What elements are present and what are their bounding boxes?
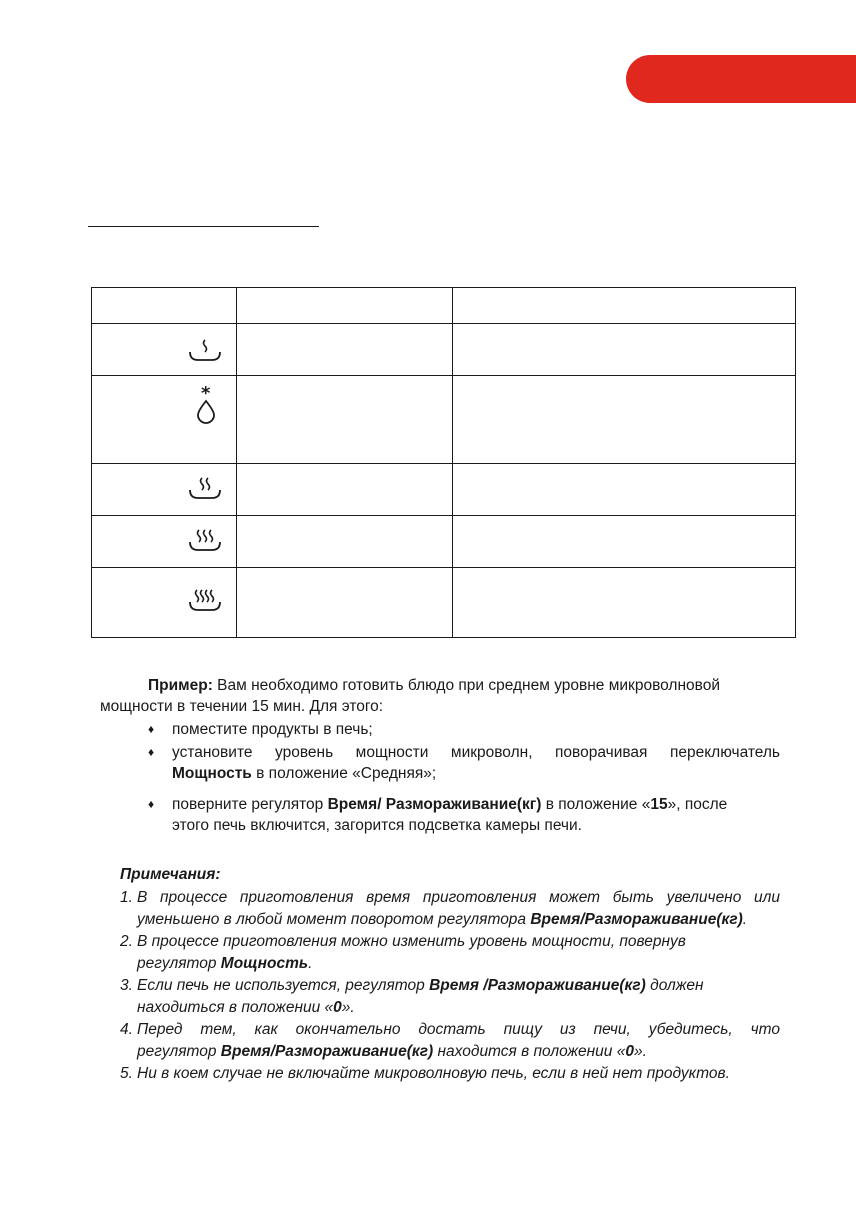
note-item: 2. В процессе приготовления можно изменить уровень мощности, повернув регулятор Мощность. bbox=[120, 933, 686, 972]
table-header-row bbox=[92, 288, 796, 324]
diamond-bullet-icon: ♦ bbox=[148, 722, 155, 736]
icon-cell bbox=[92, 568, 237, 638]
list-item: ♦ поместите продукты в печь; bbox=[148, 721, 373, 738]
notes-title: Примечания: bbox=[120, 866, 221, 883]
note-item: 4. Перед тем, как окончательно достать пищу из печи, убедитесь, что регулятор Время/Размораживание(кг) находится в положении «0». bbox=[120, 1021, 780, 1060]
header-cell bbox=[237, 288, 453, 324]
example-intro-cont: мощности в течении 15 мин. Для этого: bbox=[100, 698, 384, 715]
table-cell bbox=[453, 516, 796, 568]
example-intro: Пример: Вам необходимо готовить блюдо при среднем уровне микроволновой bbox=[148, 677, 720, 694]
example-section bbox=[100, 675, 780, 836]
note-item: 1. В процессе приготовления время приготовления может быть увеличено или уменьшено в любой момент поворотом регулятора Время/Размораживание(кг). bbox=[120, 889, 780, 928]
table-row bbox=[92, 568, 796, 638]
table-cell bbox=[453, 568, 796, 638]
bowl-one-steam-icon bbox=[187, 338, 223, 362]
heading-underline bbox=[88, 226, 319, 227]
icon-cell bbox=[92, 376, 237, 464]
icon-cell bbox=[92, 464, 237, 516]
table-row bbox=[92, 464, 796, 516]
table-cell bbox=[237, 516, 453, 568]
bowl-three-steam-icon bbox=[187, 528, 223, 552]
example-label: Пример: bbox=[148, 677, 213, 694]
bowl-four-steam-icon bbox=[187, 588, 223, 612]
table-cell bbox=[237, 464, 453, 516]
notes-section bbox=[120, 864, 780, 1085]
note-item: 5. Ни в коем случае не включайте микроволновую печь, если в ней нет продуктов. bbox=[120, 1065, 730, 1082]
diamond-bullet-icon: ♦ bbox=[148, 745, 155, 759]
icon-cell bbox=[92, 516, 237, 568]
bowl-two-steam-icon bbox=[187, 476, 223, 500]
snowflake-drop-icon bbox=[194, 384, 218, 424]
chapter-tab bbox=[626, 55, 856, 103]
power-levels-table bbox=[91, 287, 796, 638]
diamond-bullet-icon: ♦ bbox=[148, 797, 155, 811]
table-row bbox=[92, 376, 796, 464]
note-item: 3. Если печь не используется, регулятор Время /Размораживание(кг) должен находиться в положении «0». bbox=[120, 977, 704, 1016]
list-item: ♦ поверните регулятор Время/ Размораживание(кг) в положение «15», после этого печь включится, загорится подсветка камеры печи. bbox=[148, 796, 728, 834]
table-row bbox=[92, 516, 796, 568]
header-cell bbox=[92, 288, 237, 324]
svg-text:*: * bbox=[201, 384, 211, 404]
icon-cell bbox=[92, 324, 237, 376]
table-row bbox=[92, 324, 796, 376]
header-cell bbox=[453, 288, 796, 324]
table-cell bbox=[453, 376, 796, 464]
table-cell bbox=[453, 324, 796, 376]
table-cell bbox=[237, 568, 453, 638]
list-item: ♦ установите уровень мощности микроволн, поворачивая переключатель Мощность в положение «Средняя»; bbox=[148, 744, 780, 782]
table-cell bbox=[453, 464, 796, 516]
table-cell bbox=[237, 324, 453, 376]
table-cell bbox=[237, 376, 453, 464]
